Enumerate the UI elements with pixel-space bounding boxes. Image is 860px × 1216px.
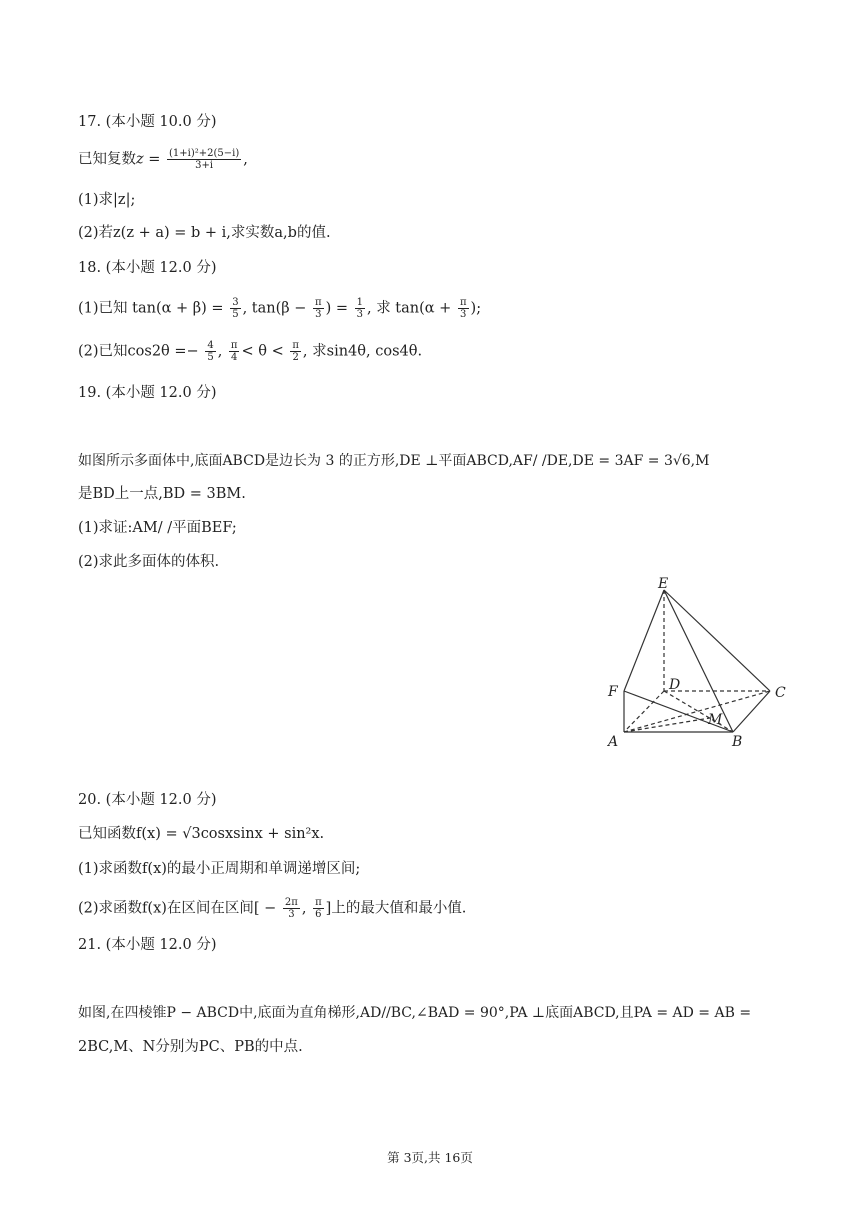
q18-p1-frac2 (313, 297, 324, 320)
q18-p1-frac4 (458, 297, 469, 320)
q21-header: 21. (本小题 12.0 分) (78, 937, 217, 953)
q19-stem-line1: 如图所示多面体中,底面ABCD是边长为 3 的正方形,DE ⊥平面ABCD,AF/ /DE,DE = 3AF = 3√6,M (78, 453, 710, 469)
q18-p2-frac1 (205, 340, 215, 363)
label-A: A (608, 734, 619, 750)
q18-part2 (78, 340, 422, 363)
q17-frac-den: 3+i (195, 160, 214, 171)
frac-num: π (292, 340, 299, 351)
frac-den: 5 (207, 352, 214, 363)
frac-den: 5 (232, 309, 239, 320)
q18-p1-text-d: , 求 tan(α + (366, 300, 452, 317)
q18-p1-text-b: , tan(β − (242, 300, 307, 317)
q18-p1-text-c: ) = (325, 300, 348, 317)
frac-num: π (459, 297, 467, 308)
label-C: C (775, 685, 786, 701)
q17-part1: (1)求|z|; (78, 192, 136, 208)
q19-part1: (1)求证:AM/ /平面BEF; (78, 520, 237, 536)
edge-BC (733, 691, 770, 732)
frac-num: 2π (284, 897, 298, 908)
edge-DA (624, 691, 664, 732)
q18-p1-text-a: (1)已知 tan(α + β) = (78, 300, 224, 317)
frac-den: 4 (231, 352, 238, 363)
q17-header: 17. (本小题 10.0 分) (78, 114, 217, 130)
frac-den: 2 (292, 352, 299, 363)
edge-EF (624, 590, 664, 691)
q18-p2-text-d: , 求sin4θ, cos4θ. (302, 343, 423, 360)
q18-p2-frac3 (290, 340, 301, 363)
page-footer: 第 3页,共 16页 (387, 1150, 473, 1165)
label-E: E (658, 576, 669, 592)
frac-num: π (315, 297, 322, 308)
frac-num: π (230, 340, 238, 351)
frac-den: 3 (315, 309, 322, 320)
q20-part1: (1)求函数f(x)的最小正周期和单调递增区间; (78, 861, 361, 877)
q17-part2: (2)若z(z + a) = b + i,求实数a,b的值. (78, 225, 331, 241)
q20-p2-text-c: ]上的最大值和最小值. (325, 900, 467, 917)
q17-z-eq: z = (136, 151, 166, 168)
edge-AC (624, 691, 770, 732)
q20-p2-frac1 (283, 897, 300, 920)
frac-num: 3 (232, 297, 239, 308)
q21-stem-line2: 2BC,M、N分别为PC、PB的中点. (78, 1039, 303, 1055)
label-M: M (708, 712, 723, 728)
q18-p2-text-c: < θ < (241, 343, 284, 360)
q18-p1-frac3 (355, 297, 365, 320)
q18-p1-text-e: ); (470, 300, 482, 317)
q18-p2-text-a: (2)已知cos2θ =− (78, 343, 199, 360)
polyhedron-figure (598, 574, 798, 754)
frac-den: 3 (288, 909, 295, 920)
q17-frac-num: (1+i)²+2(5−i) (169, 148, 240, 159)
q20-p2-frac2 (313, 897, 324, 920)
q17-fraction (167, 148, 241, 171)
q19-stem-line2: 是BD上一点,BD = 3BM. (78, 486, 246, 502)
frac-den: 3 (460, 309, 467, 320)
label-F: F (608, 684, 618, 700)
q18-p1-frac1 (230, 297, 240, 320)
edge-EC (664, 590, 770, 691)
q18-p2-text-b: , (217, 343, 223, 360)
frac-num: π (315, 897, 322, 908)
q17-stem-prefix: 已知复数 (78, 151, 136, 168)
frac-den: 6 (315, 909, 322, 920)
frac-num: 1 (356, 297, 363, 308)
q18-part1 (78, 297, 481, 320)
q17-stem (78, 148, 248, 171)
q18-p2-frac2 (229, 340, 240, 363)
q21-stem-line1: 如图,在四棱锥P − ABCD中,底面为直角梯形,AD//BC,∠BAD = 90°,PA ⊥底面ABCD,且PA = AD = AB = (78, 1005, 752, 1021)
q20-part2 (78, 897, 466, 920)
q20-p2-text-b: , (301, 900, 307, 917)
q19-header: 19. (本小题 12.0 分) (78, 385, 217, 401)
q17-stem-suffix: , (243, 151, 248, 168)
q20-stem: 已知函数f(x) = √3cosxsinx + sin²x. (78, 826, 325, 842)
frac-num: 4 (207, 340, 214, 351)
label-B: B (732, 734, 743, 750)
q20-header: 20. (本小题 12.0 分) (78, 792, 217, 808)
frac-den: 3 (356, 309, 363, 320)
q18-header: 18. (本小题 12.0 分) (78, 260, 217, 276)
q19-part2: (2)求此多面体的体积. (78, 554, 220, 570)
q20-p2-text-a: (2)求函数f(x)在区间在区间[ − (78, 900, 277, 917)
label-D: D (669, 677, 681, 693)
